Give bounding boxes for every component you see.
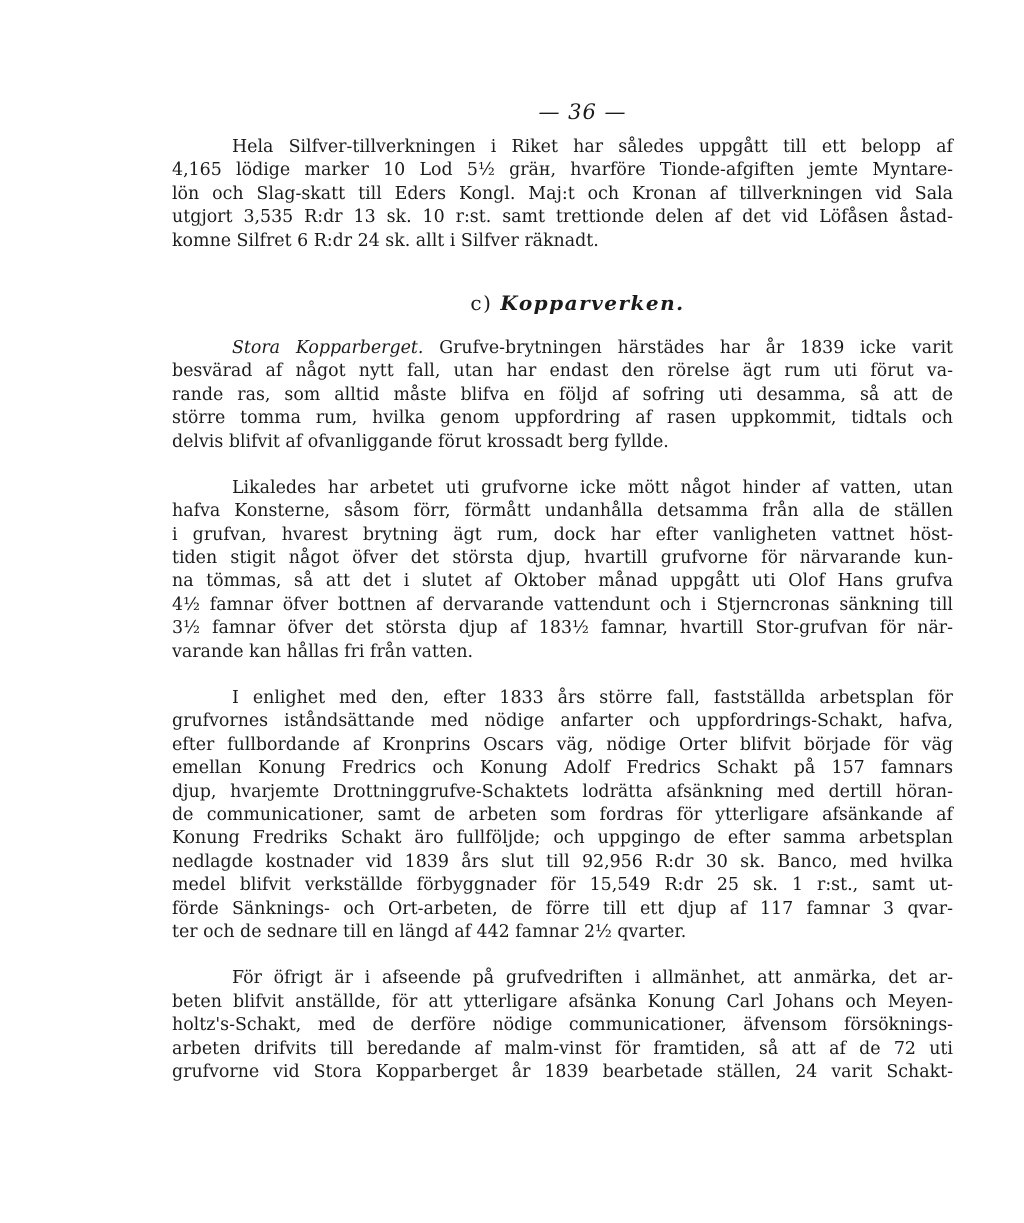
document-page [172, 98, 953, 1084]
section-heading [202, 291, 953, 315]
text-line: 4,165 lödige marker 10 Lod 5½ gräн, hvarföre Tionde-afgiften jemte Myntare- [172, 160, 953, 181]
text-line: rande ras, som alltid måste blifva en följd af sofring uti desamma, så att de [172, 384, 953, 405]
paragraph-general-operations [172, 967, 953, 1084]
text-line: tiden stigit något öfver det största djup, hvartill grufvorne för närvarande kun- [172, 548, 953, 569]
text-line: hafva Konsterne, såsom förr, förmått undanhålla detsamma från alla de ställen [172, 501, 953, 522]
paragraph-silver-production [172, 136, 953, 253]
text-line: arbeten drifvits till beredande af malm-vinst för framtiden, så att af de 72 uti [172, 1038, 953, 1059]
text-line: nedlagde kostnader vid 1839 års slut till 92,956 R:dr 30 sk. Banco, med hvilka [172, 851, 953, 872]
text-line: 4½ famnar öfver bottnen af dervarande vattendunt och i Stjerncronas sänkning till [172, 594, 953, 615]
text-line: Likaledes har arbetet uti grufvorne icke mött något hinder af vatten, utan [232, 477, 953, 498]
text-line: beten blifvit anställde, för att ytterligare afsänka Konung Carl Johans och Meyen- [172, 991, 953, 1012]
text-line: medel blifvit verkställde förbyggnader för 15,549 R:dr 25 sk. 1 r:st., samt ut- [172, 875, 953, 896]
text-line-rest: Grufve-brytningen härstädes har år 1839 icke varit [423, 337, 953, 358]
paragraph-lead: Stora Kopparberget. [232, 337, 424, 358]
text-line: Hela Silfver-tillverkningen i Riket har således uppgått till ett belopp af [232, 137, 953, 157]
paragraph-work-plan [172, 687, 953, 944]
text-line: efter fullbordande af Kronprins Oscars väg, nödige Orter blifvit började för väg [172, 734, 953, 755]
page-number: — 36 — [538, 100, 627, 124]
text-line [172, 337, 953, 360]
text-line: 3½ famnar öfver det största djup af 183½ famnar, hvartill Stor-grufvan för när- [172, 618, 953, 639]
text-line: de communicationer, samt de arbeten som fordras för ytterligare afsänkande af [172, 804, 953, 825]
text-line: För öfrigt är i afseende på grufvedriften i allmänhet, att anmärka, det ar- [232, 968, 953, 989]
text-line: djup, hvarjemte Drottninggrufve-Schaktets lodrätta afsänkning med dertill höran- [172, 781, 953, 802]
text-line: utgjort 3,535 R:dr 13 sk. 10 r:st. samt trettionde delen af det vid Löfåsen åstad- [172, 207, 953, 228]
text-line: ter och de sednare till en längd af 442 famnar 2½ qvarter. [172, 921, 687, 942]
paragraph-water [172, 477, 953, 664]
text-line: besvärad af något nytt fall, utan har endast den rörelse ägt rum uti förut va- [172, 361, 953, 382]
section-label: c) [470, 290, 493, 315]
text-line: holtz's-Schakt, med de derföre nödige communicationer, äfvensom försöknings- [172, 1015, 953, 1036]
text-line: I enlighet med den, efter 1833 års större fall, fastställda arbetsplan för [232, 688, 953, 709]
text-line: delvis blifvit af ofvanliggande förut krossadt berg fyllde. [172, 431, 669, 452]
text-line: emellan Konung Fredrics och Konung Adolf Fredrics Schakt på 157 famnars [172, 758, 953, 779]
text-line: varande kan hållas fri från vatten. [172, 641, 474, 662]
text-line: större tomma rum, hvilka genom uppfordring af rasen uppkommit, tidtals och [172, 408, 953, 429]
text-line: förde Sänknings- och Ort-arbeten, de förre till ett djup af 117 famnar 3 qvar- [172, 898, 953, 919]
text-line: lön och Slag-skatt till Eders Kongl. Maj:t och Kronan af tillverkningen vid Sala [172, 183, 953, 204]
text-line: i grufvan, hvarest brytning ägt rum, dock har efter vanligheten vattnet höst- [172, 524, 953, 545]
section-title: Kopparverken. [500, 290, 685, 315]
text-line: Konung Fredriks Schakt äro fullföljde; och uppgingo de efter samma arbetsplan [172, 828, 953, 849]
paragraph-stora-kopparberget [172, 337, 953, 454]
text-line: grufvorne vid Stora Kopparberget år 1839 bearbetade ställen, 24 varit Schakt- [172, 1061, 953, 1082]
text-line: na tömmas, så att det i slutet af Oktober månad uppgått uti Olof Hans grufva [172, 571, 953, 592]
text-line: komne Silfret 6 R:dr 24 sk. allt i Silfver räknadt. [172, 230, 599, 251]
text-line: grufvornes iståndsättande med nödige anfarter och uppfordrings-Schakt, hafva, [172, 711, 953, 732]
